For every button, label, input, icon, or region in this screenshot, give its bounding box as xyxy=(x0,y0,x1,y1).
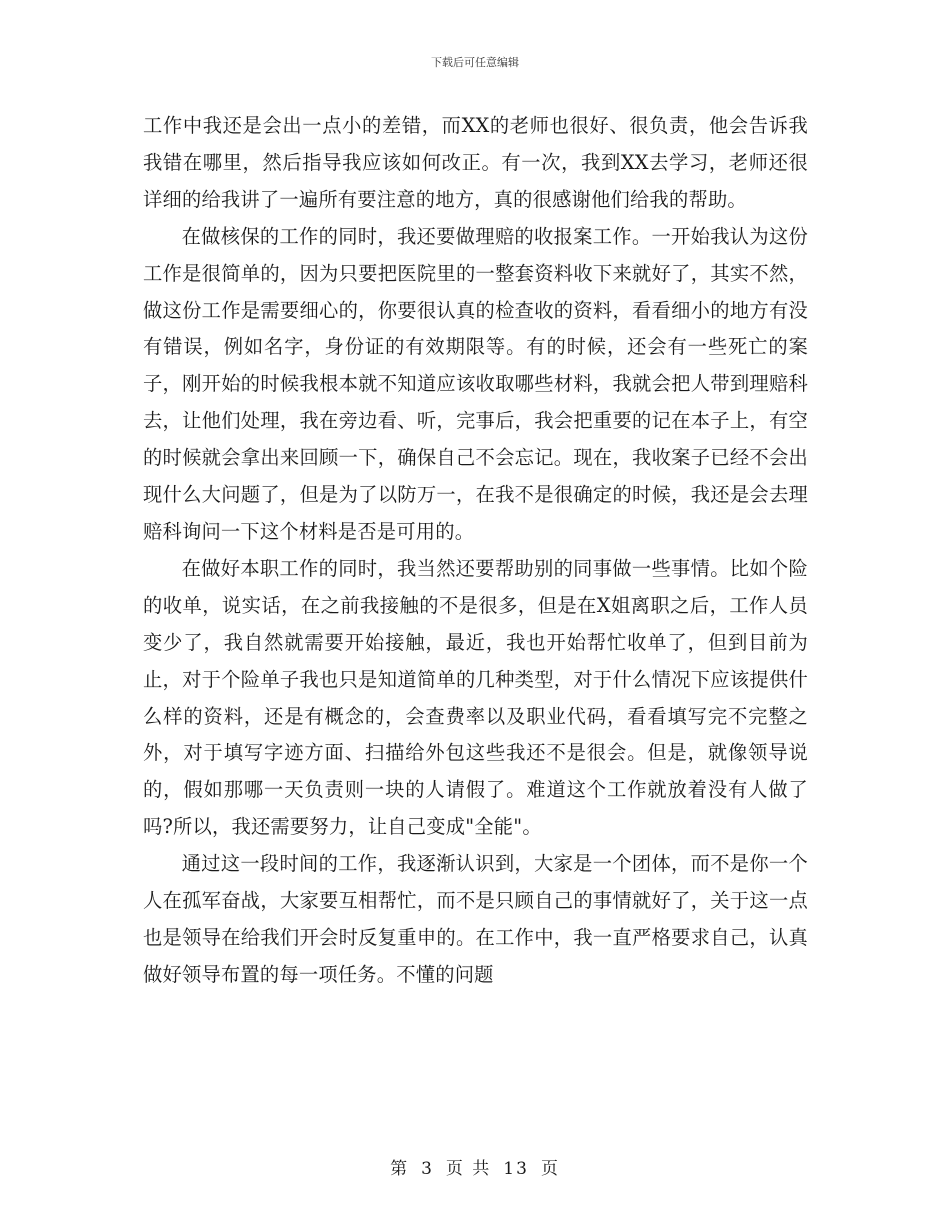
paragraph-1: 工作中我还是会出一点小的差错，而XX的老师也很好、很负责，他会告诉我我错在哪里，然后指导我应该如何改正。有一次，我到XX去学习，老师还很详细的给我讲了一遍所有要注意的地方，真的很感谢他们给我的帮助。 xyxy=(143,114,808,211)
footer-prefix: 第 xyxy=(390,1159,410,1179)
document-body xyxy=(143,108,808,994)
page-header: 下载后可任意编辑 xyxy=(431,56,519,69)
footer-page-number: 3 xyxy=(421,1159,434,1179)
paragraph-3: 在做好本职工作的同时，我当然还要帮助别的同事做一些事情。比如个险的收单，说实话，在之前我接触的不是很多，但是在X姐离职之后，工作人员变少了，我自然就需要开始接触，最近，我也开始帮忙收单了，但到目前为止，对于个险单子我也只是知道简单的几种类型，对于什么情况下应该提供什么样的资料，还是有概念的，会查费率以及职业代码，看看填写完不完整之外，对于填写字迹方面、扫描给外包这些我还不是很会。但是，就像领导说的，假如那哪一天负责则一块的人请假了。难道这个工作就放着没有人做了吗?所以，我还需要努力，让自己变成"全能"。 xyxy=(143,556,808,839)
paragraph-4: 通过这一段时间的工作，我逐渐认识到，大家是一个团体，而不是你一个人在孤军奋战，大家要互相帮忙，而不是只顾自己的事情就好了，关于这一点也是领导在给我们开会时反复重申的。在工作中，我一直严格要求自己，认真做好领导布置的每一项任务。不懂的问题 xyxy=(143,852,808,986)
footer-middle: 页 共 xyxy=(445,1159,492,1179)
paragraph-2: 在做核保的工作的同时，我还要做理赔的收报案工作。一开始我认为这份工作是很简单的，因为只要把医院里的一整套资料收下来就好了，其实不然，做这份工作是需要细心的，你要很认真的检查收的资料，看看细小的地方有没有错误，例如名字，身份证的有效期限等。有的时候，还会有一些死亡的案子，刚开始的时候我根本就不知道应该收取哪些材料，我就会把人带到理赔科去，让他们处理，我在旁边看、听，完事后，我会把重要的记在本子上，有空的时候就会拿出来回顾一下，确保自己不会忘记。现在，我收案子已经不会出现什么大问题了，但是为了以防万一，在我不是很确定的时候，我还是会去理赔科询问一下这个材料是否是可用的。 xyxy=(143,224,808,543)
footer-total-pages: 13 xyxy=(503,1159,529,1179)
footer-suffix: 页 xyxy=(540,1159,560,1179)
page-number-footer xyxy=(0,1154,950,1179)
